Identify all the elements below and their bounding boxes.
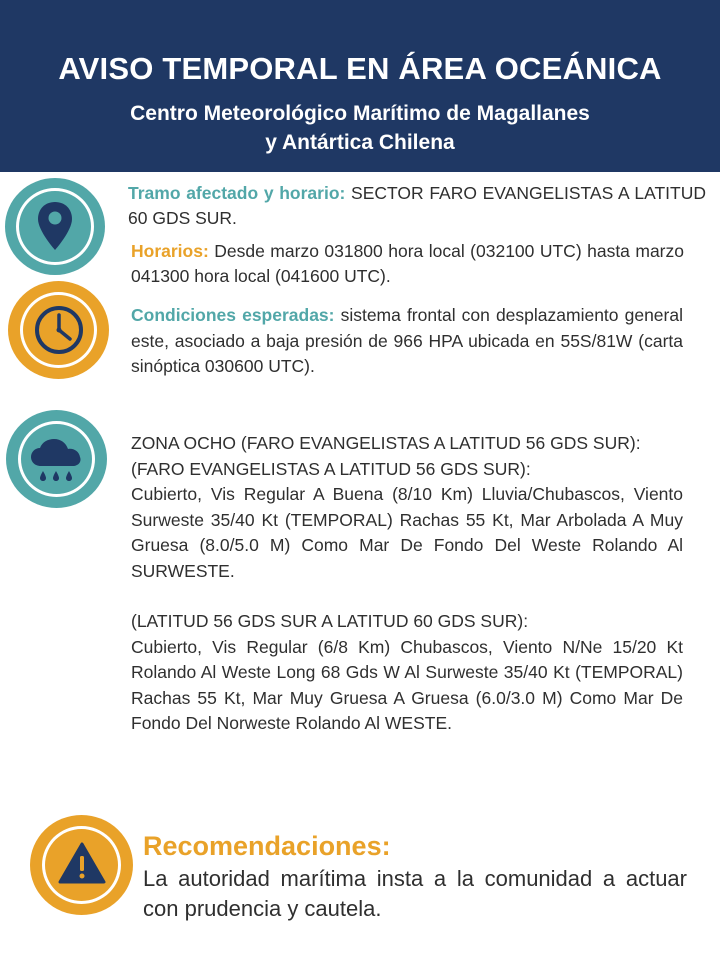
recomendaciones-text: La autoridad marítima insta a la comunidad a actuar con prudencia y cautela. <box>143 866 687 921</box>
horarios-section <box>131 239 684 289</box>
zona-sub2-title: (LATITUD 56 GDS SUR A LATITUD 60 GDS SUR): <box>131 611 529 631</box>
condiciones-label: Condiciones esperadas: <box>131 305 335 325</box>
clock-icon <box>8 281 109 379</box>
zona-sub2-text: Cubierto, Vis Regular (6/8 Km) Chubascos, Viento N/Ne 15/20 Kt Rolando Al Weste Long 68 Gds W Al Surweste 35/40 Kt (TEMPORAL) Rachas 55 Kt, Mar Muy Gruesa A Gruesa (6.0/3.0 M) Como Mar De Fondo Del Norweste Rolando Al WESTE. <box>131 636 683 733</box>
recomendaciones-title: Recomendaciones: <box>143 831 391 861</box>
header-banner <box>0 0 720 172</box>
subtitle-line-1: Centro Meteorológico Marítimo de Magallanes <box>130 102 590 125</box>
location-pin-icon <box>5 178 105 275</box>
page-subtitle <box>0 99 720 157</box>
page-title: AVISO TEMPORAL EN ÁREA OCEÁNICA <box>58 51 662 86</box>
tramo-text: SECTOR FARO EVANGELISTAS A LATITUD 60 GDS SUR. <box>128 183 706 228</box>
zona-sub1-title: (FARO EVANGELISTAS A LATITUD 56 GDS SUR): <box>131 458 531 479</box>
condiciones-text: sistema frontal con desplazamiento general este, asociado a baja presión de 966 HPA ubicada en 55S/81W (carta sinóptica 030600 UTC). <box>131 305 683 376</box>
zona-heading: ZONA OCHO (FARO EVANGELISTAS A LATITUD 56 GDS SUR): <box>131 433 641 453</box>
zona-sub1-text: Cubierto, Vis Regular A Buena (8/10 Km) Lluvia/Chubascos, Viento Surweste 35/40 Kt (TEMPORAL) Rachas 55 Kt, Mar Arbolada A Muy Gruesa (8.0/5.0 M) Como Mar De Fondo Del Weste Rolando Al SURWESTE. <box>131 484 683 581</box>
warning-icon <box>30 815 133 915</box>
tramo-section <box>128 181 706 231</box>
condiciones-section <box>131 303 683 380</box>
rain-cloud-icon <box>6 410 107 508</box>
subtitle-line-2: y Antártica Chilena <box>265 131 455 154</box>
horarios-text: Desde marzo 031800 hora local (032100 UTC) hasta marzo 041300 hora local (041600 UTC). <box>131 241 684 286</box>
tramo-label: Tramo afectado y horario: <box>128 183 346 203</box>
horarios-label: Horarios: <box>131 241 209 261</box>
zona-section <box>131 431 683 737</box>
